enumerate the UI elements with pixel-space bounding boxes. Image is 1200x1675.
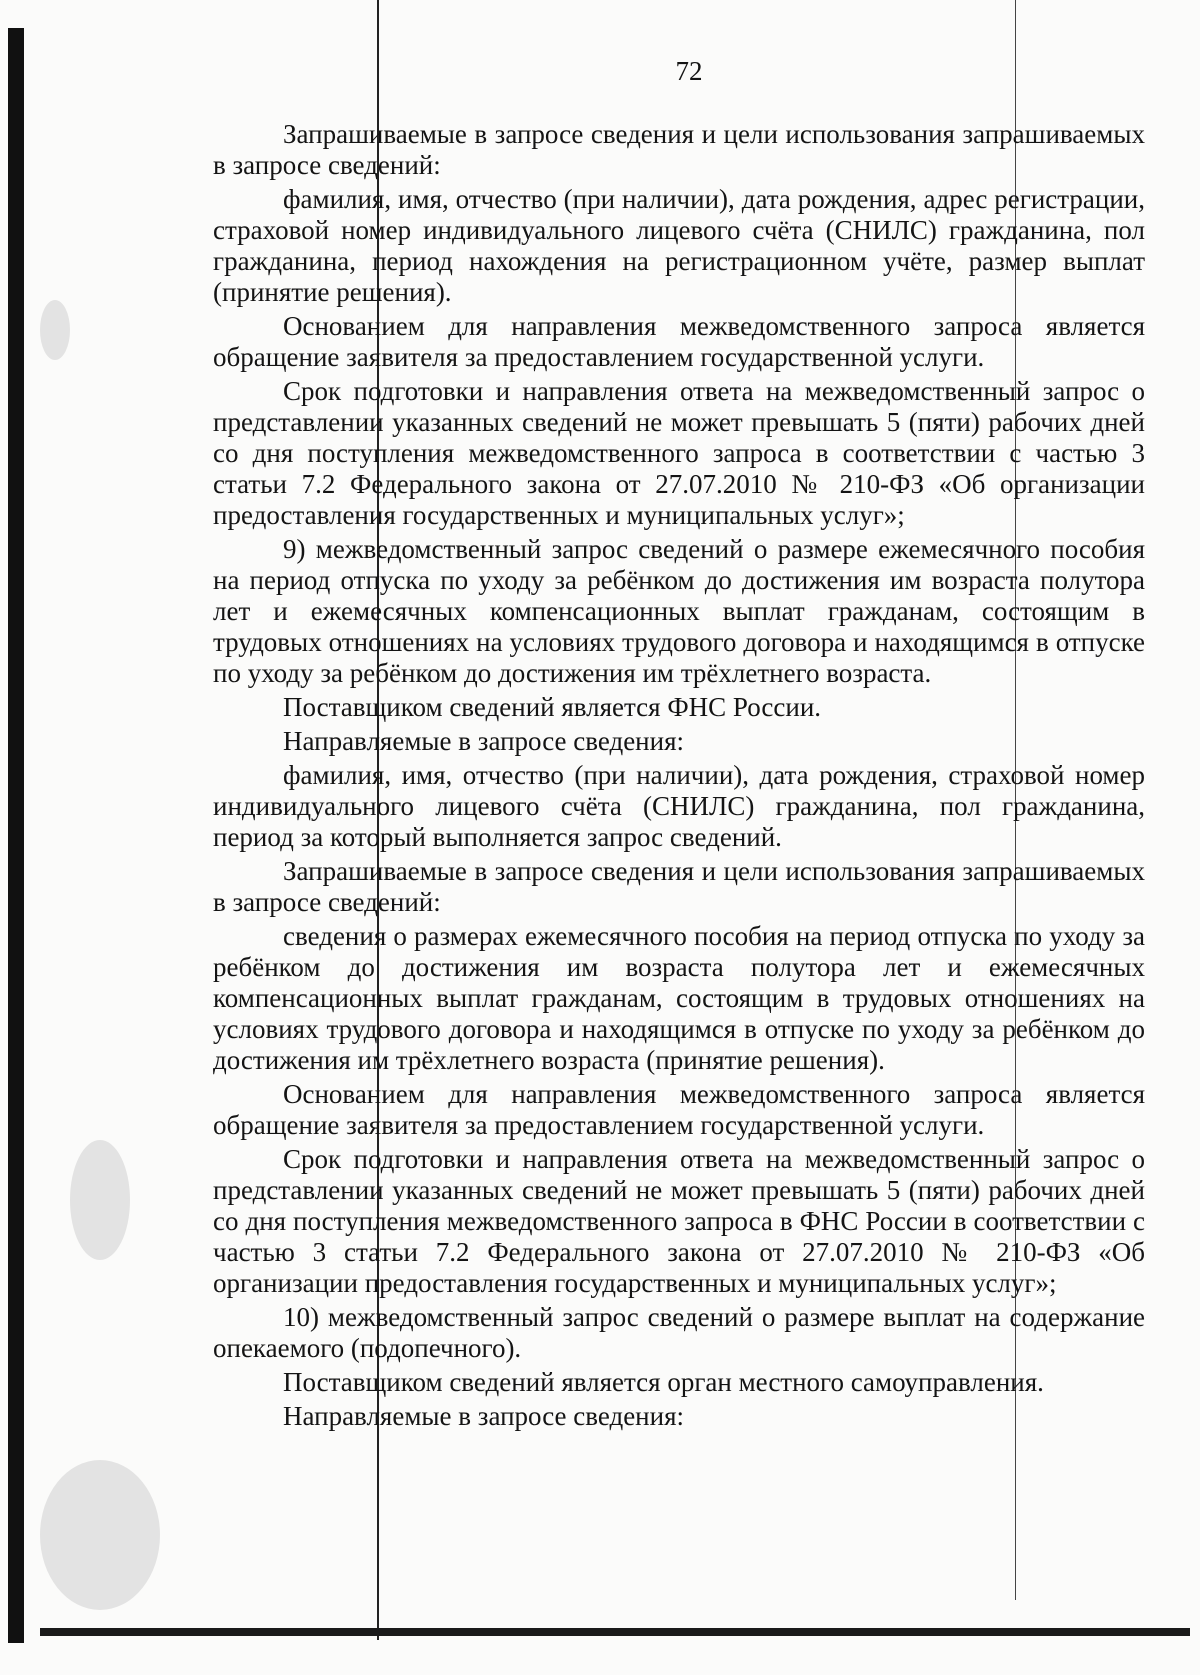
paragraph: фамилия, имя, отчество (при наличии), дата рождения, адрес регистрации, страховой номер индивидуального лицевого счёта (СНИЛС) гражданина, пол гражданина, период нахождения на регистрационном учёте, размер выплат (принятие решения). [213, 184, 1145, 307]
paragraph: Основанием для направления межведомственного запроса является обращение заявителя за предоставлением государственной услуги. [213, 1079, 1145, 1140]
document-body [213, 56, 1145, 1435]
paragraph: Направляемые в запросе сведения: [283, 726, 684, 756]
page-number: 72 [675, 56, 703, 86]
paragraph: сведения о размерах ежемесячного пособия на период отпуска по уходу за ребёнком до достижения им возраста полутора лет и ежемесячных компенсационных выплат гражданам, состоящим в трудовых отношениях на условиях трудового договора и находящимся в отпуске по уходу за ребёнком до достижения им трёхлетнего возраста (принятие решения). [213, 921, 1145, 1075]
paragraph: Срок подготовки и направления ответа на межведомственный запрос о представлении указанных сведений не может превышать 5 (пяти) рабочих дней со дня поступления межведомственного запроса в соответствии с частью 3 статьи 7.2 Федерального закона от 27.07.2010 № 210-ФЗ «Об организации предоставления государственных и муниципальных услуг»; [213, 376, 1145, 530]
paragraph: Направляемые в запросе сведения: [283, 1401, 684, 1431]
paragraph: 10) межведомственный запрос сведений о размере выплат на содержание опекаемого (подопечного). [213, 1302, 1145, 1363]
paragraph: Поставщиком сведений является орган местного самоуправления. [283, 1367, 1044, 1397]
paragraph: фамилия, имя, отчество (при наличии), дата рождения, страховой номер индивидуального лицевого счёта (СНИЛС) гражданина, пол гражданина, период за который выполняется запрос сведений. [213, 760, 1145, 852]
paragraph: Срок подготовки и направления ответа на межведомственный запрос о представлении указанных сведений не может превышать 5 (пяти) рабочих дней со дня поступления межведомственного запроса в ФНС России в соответствии с частью 3 статьи 7.2 Федерального закона от 27.07.2010 № 210-ФЗ «Об организации предоставления государственных и муниципальных услуг»; [213, 1144, 1145, 1298]
paragraph: Основанием для направления межведомственного запроса является обращение заявителя за предоставлением государственной услуги. [213, 311, 1145, 372]
scan-noise [70, 1140, 130, 1260]
scan-noise [40, 300, 70, 360]
scan-noise [40, 1460, 160, 1610]
paragraph: Запрашиваемые в запросе сведения и цели использования запрашиваемых в запросе сведений: [213, 119, 1145, 180]
scan-edge-left [8, 28, 24, 1643]
scan-edge-bottom [40, 1628, 1190, 1636]
paragraph: Поставщиком сведений является ФНС России. [283, 692, 822, 722]
paragraph: 9) межведомственный запрос сведений о размере ежемесячного пособия на период отпуска по уходу за ребёнком до достижения им возраста полутора лет и ежемесячных компенсационных выплат гражданам, состоящим в трудовых отношениях на условиях трудового договора и находящимся в отпуске по уходу за ребёнком до достижения им трёхлетнего возраста. [213, 534, 1145, 688]
paragraph: Запрашиваемые в запросе сведения и цели использования запрашиваемых в запросе сведений: [213, 856, 1145, 917]
